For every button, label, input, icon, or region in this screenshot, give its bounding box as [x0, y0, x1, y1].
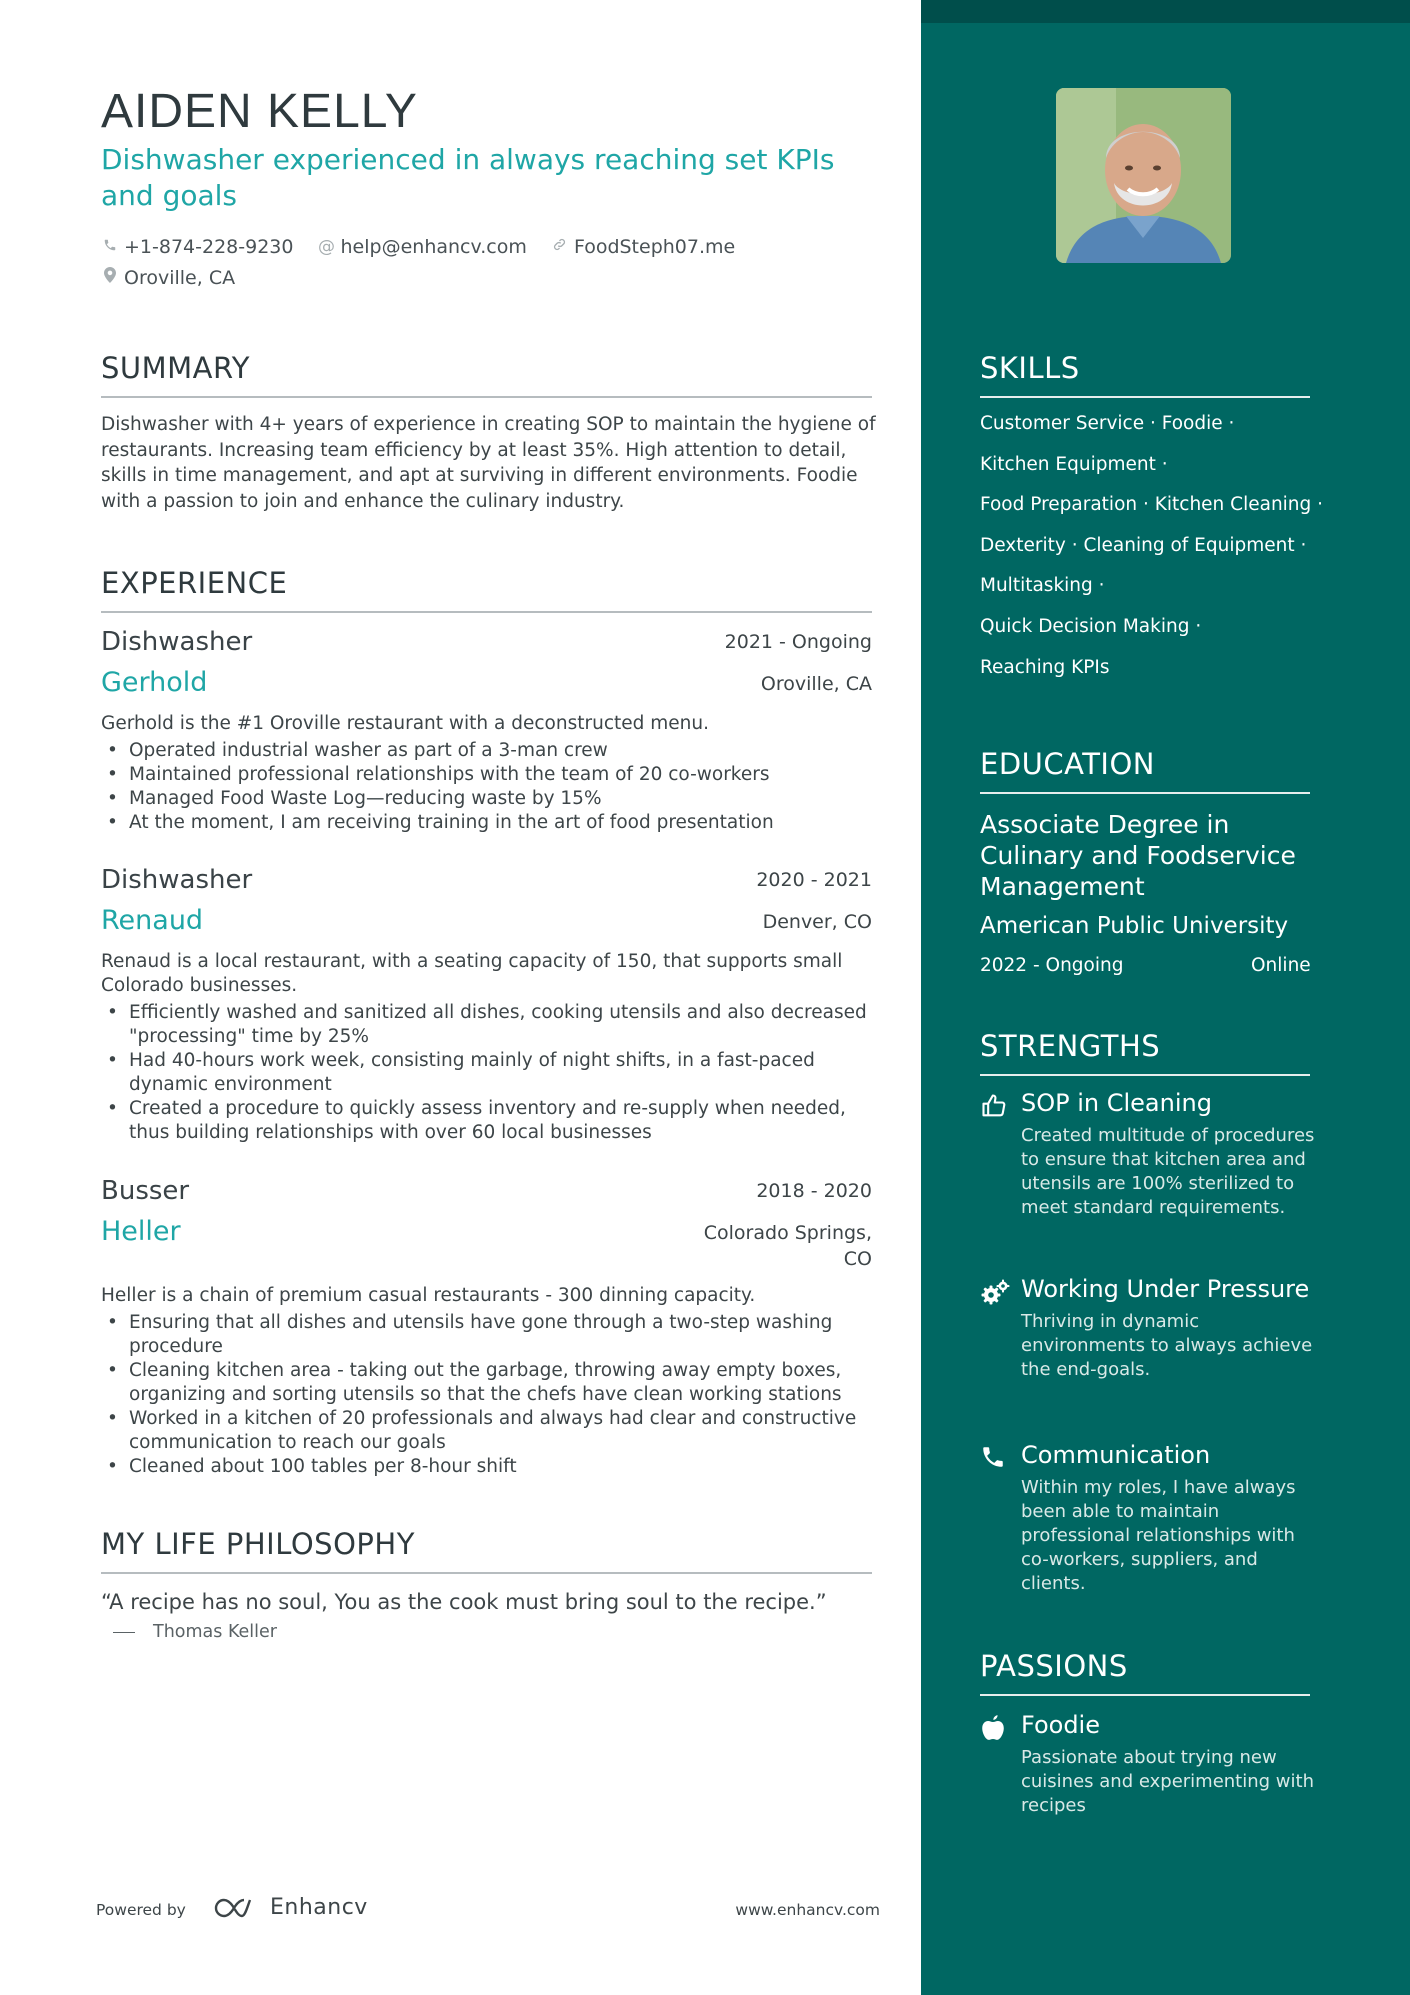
experience-entry	[101, 627, 872, 835]
contact-email[interactable]	[318, 232, 527, 262]
job-bullets	[101, 1311, 872, 1479]
contact-info	[101, 231, 881, 293]
phone-text: +1-874-228-9230	[124, 236, 294, 258]
job-company: Heller	[101, 1216, 181, 1247]
strength-title: Communication	[1021, 1441, 1211, 1469]
candidate-tagline: Dishwasher experienced in always reaching set KPIs and goals	[101, 143, 835, 212]
quote-author-name: Thomas Keller	[153, 1622, 277, 1642]
skill-line: Customer Service · Foodie ·	[980, 413, 1235, 434]
strength-desc: Created multitude of procedures to ensure that kitchen area and utensils are 100% sterilized to meet standard requirements.	[1021, 1125, 1315, 1218]
quote-author	[113, 1622, 277, 1642]
profile-photo-illustration	[1056, 88, 1231, 263]
job-title: Busser	[101, 1176, 190, 1206]
list-item: • Had 40-hours work week, consisting mainly of night shifts, in a fast-paced dynamic environment	[101, 1049, 872, 1097]
job-location-line: CO	[843, 1248, 872, 1270]
education-dates: 2022 - Ongoing	[980, 955, 1124, 976]
strength-title: Working Under Pressure	[1021, 1275, 1310, 1303]
phone-icon	[980, 1444, 1010, 1474]
quote-dash	[113, 1632, 135, 1633]
enhancv-logo-icon	[214, 1897, 262, 1919]
powered-by-label: Powered by	[96, 1901, 186, 1919]
list-item: • Operated industrial washer as part of a 3-man crew	[101, 739, 872, 763]
skills-list	[980, 412, 1360, 696]
strength-title: SOP in Cleaning	[1021, 1089, 1212, 1117]
job-dates: 2020 - 2021	[756, 869, 872, 891]
strength-item	[980, 1088, 1320, 1220]
job-title: Dishwasher	[101, 865, 253, 895]
job-location: Denver, CO	[762, 911, 872, 933]
education-heading: EDUCATION	[980, 746, 1310, 794]
list-item: • Worked in a kitchen of 20 professionals and always had clear and constructive communication to reach our goals	[101, 1407, 872, 1455]
list-item: • Maintained professional relationships with the team of 20 co-workers	[101, 763, 872, 787]
list-item: • Managed Food Waste Log—reducing waste by 15%	[101, 787, 872, 811]
location-pin-icon	[101, 263, 119, 293]
at-icon: @	[318, 237, 336, 257]
strength-item	[980, 1440, 1320, 1596]
strength-desc: Thriving in dynamic environments to always achieve the end-goals.	[1021, 1311, 1313, 1380]
skill-line: Multitasking ·	[980, 575, 1105, 597]
job-bullets	[101, 1001, 872, 1145]
philosophy-heading: MY LIFE PHILOSOPHY	[101, 1526, 872, 1574]
skill-line: Reaching KPIs	[980, 656, 1110, 678]
contact-location	[101, 263, 235, 293]
candidate-name: AIDEN KELLY	[101, 85, 418, 138]
thumbs-up-icon	[980, 1092, 1010, 1122]
location-text: Oroville, CA	[124, 267, 236, 289]
sidebar-top-bar	[921, 0, 1410, 23]
skills-heading: SKILLS	[980, 350, 1310, 398]
list-item: • Created a procedure to quickly assess inventory and re-supply when needed, thus building relationships with over 60 local businesses	[101, 1097, 872, 1145]
job-title: Dishwasher	[101, 627, 253, 657]
list-item: • Ensuring that all dishes and utensils have gone through a two-step washing procedure	[101, 1311, 872, 1359]
list-item: • Cleaned about 100 tables per 8-hour shift	[101, 1455, 872, 1479]
job-location	[704, 1220, 872, 1272]
job-company: Gerhold	[101, 667, 208, 698]
contact-website[interactable]	[551, 232, 735, 262]
phone-icon	[101, 232, 119, 262]
skill-line: Food Preparation · Kitchen Cleaning ·	[980, 494, 1324, 516]
skill-line: Kitchen Equipment ·	[980, 453, 1168, 475]
link-icon	[551, 232, 569, 262]
job-company: Renaud	[101, 905, 204, 936]
experience-heading: EXPERIENCE	[101, 565, 872, 613]
strength-desc: Within my roles, I have always been able to maintain professional relationships with co-workers, suppliers, and clients.	[1021, 1477, 1296, 1594]
skill-line: Quick Decision Making ·	[980, 615, 1202, 637]
list-item: • At the moment, I am receiving training in the art of food presentation	[101, 811, 872, 835]
enhancv-logo-text: Enhancv	[270, 1895, 368, 1920]
website-text: FoodSteph07.me	[573, 236, 736, 258]
education-school: American Public University	[980, 913, 1289, 939]
experience-entry	[101, 1176, 872, 1479]
job-description: Gerhold is the #1 Oroville restaurant with a deconstructed menu.	[101, 713, 709, 734]
profile-photo	[1056, 88, 1231, 263]
enhancv-logo[interactable]	[214, 1895, 368, 1920]
job-bullets	[101, 739, 872, 835]
passions-heading: PASSIONS	[980, 1648, 1310, 1696]
apple-icon	[980, 1714, 1010, 1744]
strengths-heading: STRENGTHS	[980, 1028, 1310, 1076]
passion-desc: Passionate about trying new cuisines and experimenting with recipes	[1021, 1747, 1314, 1816]
skill-line: Dexterity · Cleaning of Equipment ·	[980, 534, 1307, 556]
summary-heading: SUMMARY	[101, 350, 872, 398]
education-degree: Associate Degree in Culinary and Foodservice Management	[980, 810, 1296, 901]
gears-icon	[980, 1278, 1010, 1308]
education-place: Online	[1251, 955, 1311, 976]
passion-item	[980, 1710, 1320, 1818]
philosophy-quote: “A recipe has no soul, You as the cook must bring soul to the recipe.”	[101, 1590, 827, 1614]
sidebar	[921, 0, 1410, 1995]
summary-text: Dishwasher with 4+ years of experience in creating SOP to maintain the hygiene of restaurants. Increasing team efficiency by at least 35%. High attention to detail, skills in time management, and apt at surviving in different environments. Foodie with a passion to join and enhance the culinary industry.	[101, 414, 876, 512]
job-location: Oroville, CA	[760, 673, 872, 695]
job-description: Heller is a chain of premium casual restaurants - 300 dinning capacity.	[101, 1285, 756, 1306]
job-description: Renaud is a local restaurant, with a seating capacity of 150, that supports small Colorado businesses.	[101, 951, 843, 996]
footer	[96, 1895, 880, 1925]
strength-item	[980, 1274, 1320, 1382]
experience-entry	[101, 865, 872, 1145]
list-item: • Efficiently washed and sanitized all dishes, cooking utensils and also decreased "processing" time by 25%	[101, 1001, 872, 1049]
email-text: help@enhancv.com	[340, 236, 527, 258]
footer-url[interactable]: www.enhancv.com	[735, 1901, 880, 1919]
job-dates: 2021 - Ongoing	[724, 631, 872, 653]
job-dates: 2018 - 2020	[756, 1180, 872, 1202]
passion-title: Foodie	[1021, 1711, 1100, 1739]
job-location-line: Colorado Springs,	[703, 1222, 872, 1244]
list-item: • Cleaning kitchen area - taking out the garbage, throwing away empty boxes, organizing and sorting utensils so that the chefs have clean working stations	[101, 1359, 872, 1407]
contact-phone[interactable]	[101, 232, 293, 262]
